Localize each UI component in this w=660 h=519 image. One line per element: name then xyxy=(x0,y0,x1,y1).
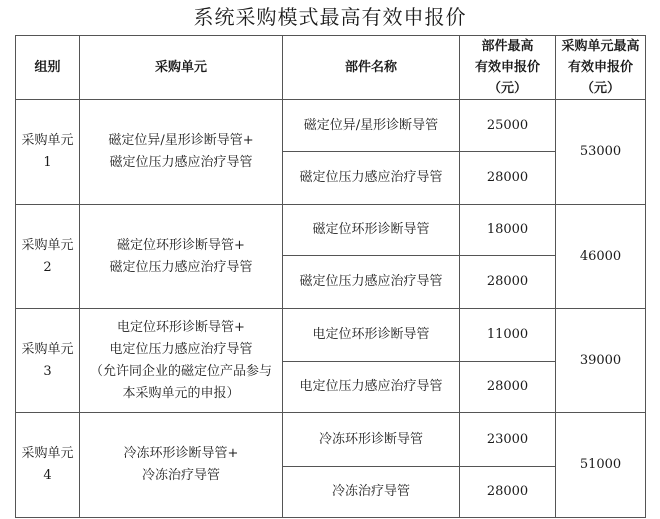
unit-cell xyxy=(80,413,283,518)
header-unit-price-line: （元） xyxy=(580,81,620,96)
part-name-cell: 磁定位环形诊断导管 xyxy=(283,205,460,256)
part-name-cell: 电定位环形诊断导管 xyxy=(283,309,460,362)
group-label: 采购单元 xyxy=(21,237,74,253)
table-row xyxy=(16,413,646,467)
header-part-price-line: 部件最高 xyxy=(481,39,534,54)
table-row xyxy=(16,309,646,362)
unit-line: 磁定位环形诊断导管+ xyxy=(117,237,245,253)
table-row xyxy=(16,100,646,152)
group-number: 1 xyxy=(43,155,52,170)
header-unit: 采购单元 xyxy=(80,36,283,100)
group-cell xyxy=(16,309,80,413)
unit-price-cell: 51000 xyxy=(556,413,646,518)
part-price-cell: 28000 xyxy=(460,152,556,205)
header-part-name: 部件名称 xyxy=(283,36,460,100)
header-unit-price-line: 有效申报价 xyxy=(567,60,633,75)
part-price-cell: 28000 xyxy=(460,256,556,309)
header-part-price-line: 有效申报价 xyxy=(474,60,540,75)
unit-price-cell: 53000 xyxy=(556,100,646,205)
group-number: 3 xyxy=(43,363,52,379)
unit-price-cell: 46000 xyxy=(556,205,646,309)
unit-line: 磁定位压力感应治疗导管 xyxy=(109,155,253,170)
part-name-cell: 冷冻治疗导管 xyxy=(283,467,460,518)
page-title: 系统采购模式最高有效申报价 xyxy=(193,5,467,29)
table-row xyxy=(16,205,646,256)
group-cell xyxy=(16,100,80,205)
unit-line: 冷冻环形诊断导管+ xyxy=(123,446,239,461)
header-part-price-line: （元） xyxy=(487,81,527,96)
group-number: 2 xyxy=(43,259,52,275)
header-group: 组别 xyxy=(16,36,80,100)
part-price-cell: 18000 xyxy=(460,205,556,256)
unit-line: 磁定位压力感应治疗导管 xyxy=(109,259,253,275)
unit-cell xyxy=(80,100,283,205)
price-table xyxy=(15,35,646,518)
group-label: 采购单元 xyxy=(21,133,74,148)
unit-line: 电定位环形诊断导管+ xyxy=(117,319,245,335)
part-name-cell: 磁定位异/星形诊断导管 xyxy=(283,100,460,152)
group-label: 采购单元 xyxy=(21,446,74,461)
part-price-cell: 23000 xyxy=(460,413,556,467)
part-price-cell: 28000 xyxy=(460,467,556,518)
unit-line: 磁定位异/星形诊断导管+ xyxy=(108,133,254,148)
group-label: 采购单元 xyxy=(21,341,74,357)
part-price-cell: 28000 xyxy=(460,362,556,413)
unit-note-line: （允许同企业的磁定位产品参与 xyxy=(89,363,272,379)
part-price-cell: 25000 xyxy=(460,100,556,152)
header-part-price xyxy=(460,36,556,100)
group-cell xyxy=(16,205,80,309)
part-name-cell: 磁定位压力感应治疗导管 xyxy=(283,256,460,309)
unit-line: 电定位压力感应治疗导管 xyxy=(109,341,253,357)
part-name-cell: 电定位压力感应治疗导管 xyxy=(283,362,460,413)
unit-cell xyxy=(80,205,283,309)
group-cell xyxy=(16,413,80,518)
part-name-cell: 磁定位压力感应治疗导管 xyxy=(283,152,460,205)
part-name-cell: 冷冻环形诊断导管 xyxy=(283,413,460,467)
unit-line: 冷冻治疗导管 xyxy=(141,468,220,483)
group-number: 4 xyxy=(43,468,52,483)
header-unit-price xyxy=(556,36,646,100)
unit-price-cell: 39000 xyxy=(556,309,646,413)
header-unit-price-line: 采购单元最高 xyxy=(561,39,640,54)
part-price-cell: 11000 xyxy=(460,309,556,362)
unit-cell xyxy=(80,309,283,413)
header-row xyxy=(16,36,646,100)
unit-note-line: 本采购单元的申报） xyxy=(122,385,240,401)
